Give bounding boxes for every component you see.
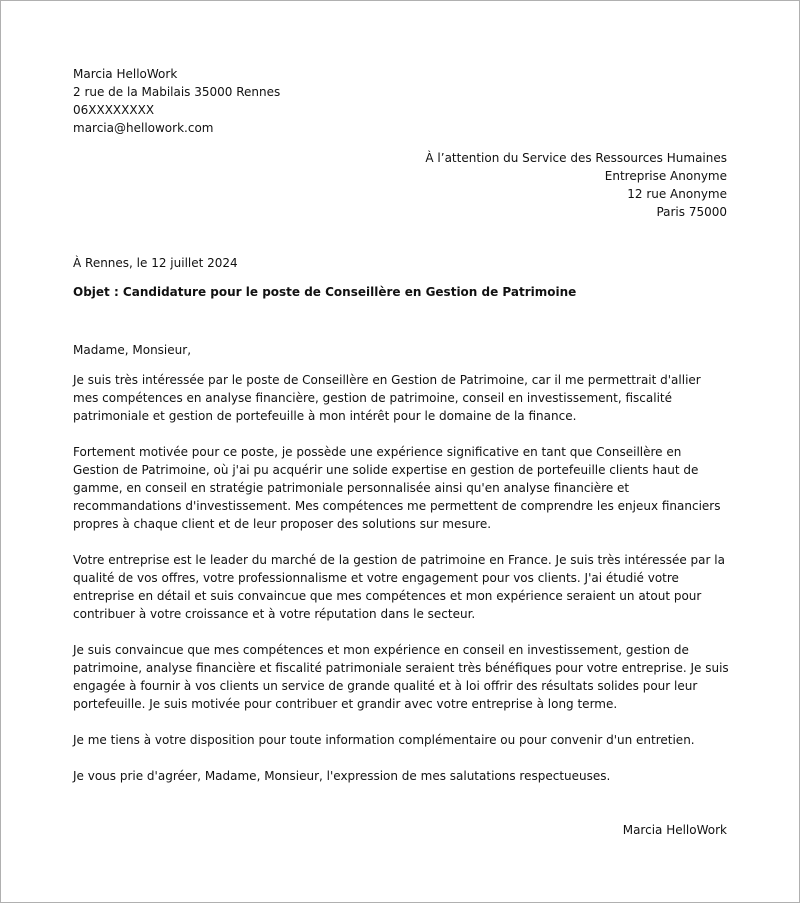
recipient-block: [425, 149, 727, 221]
paragraph-3: Votre entreprise est le leader du marché de la gestion de patrimoine en France. Je suis très intéressée par la qualité de vos offres, votre professionnalisme et votre engagement pour vos clients. J'ai étudié votre entreprise en détail et suis convaincue que mes compétences et mon expérience seraient un atout pour contribuer à votre croissance et à votre réputation dans le secteur.: [73, 553, 725, 621]
recipient-street: 12 rue Anonyme: [627, 187, 727, 201]
sender-phone: 06XXXXXXXX: [73, 103, 155, 117]
recipient-company: Entreprise Anonyme: [604, 169, 727, 183]
recipient-attention: À l’attention du Service des Ressources Humaines: [425, 151, 727, 165]
paragraph-1: Je suis très intéressée par le poste de Conseillère en Gestion de Patrimoine, car il me permettrait d'allier mes compétences en analyse financière, gestion de patrimoine, conseil en investissement, fiscalité patrimoniale et gestion de portefeuille à mon intérêt pour le domaine de la finance.: [73, 373, 701, 423]
paragraph-6: Je vous prie d'agréer, Madame, Monsieur, l'expression de mes salutations respectueuses.: [73, 769, 611, 783]
paragraph-5: Je me tiens à votre disposition pour toute information complémentaire ou pour convenir d'un entretien.: [73, 733, 695, 747]
subject-line: Objet : Candidature pour le poste de Conseillère en Gestion de Patrimoine: [73, 285, 577, 299]
sender-name: Marcia HelloWork: [73, 67, 178, 81]
date-line: À Rennes, le 12 juillet 2024: [73, 256, 238, 270]
signature: Marcia HelloWork: [622, 823, 727, 837]
recipient-city: Paris 75000: [656, 205, 727, 219]
sender-address: 2 rue de la Mabilais 35000 Rennes: [73, 85, 281, 99]
sender-email: marcia@hellowork.com: [73, 121, 214, 135]
paragraph-2: Fortement motivée pour ce poste, je possède une expérience significative en tant que Conseillère en Gestion de Patrimoine, où j'ai pu acquérir une solide expertise en gestion de portefeuille clients haut de gamme, en conseil en stratégie patrimoniale personnalisée ainsi qu'en analyse financière et recommandations d'investissement. Mes compétences me permettent de comprendre les enjeux financiers propres à chaque client et de leur proposer des solutions sur mesure.: [73, 445, 721, 531]
sender-block: [73, 65, 280, 137]
salutation: Madame, Monsieur,: [73, 343, 192, 357]
paragraph-4: Je suis convaincue que mes compétences et mon expérience en conseil en investissement, gestion de patrimoine, analyse financière et fiscalité patrimoniale seraient très bénéfiques pour votre entreprise. Je suis engagée à fournir à vos clients un service de grande qualité et à loi offrir des résultats solides pour leur portefeuille. Je suis motivée pour contribuer et grandir avec votre entreprise à long terme.: [73, 643, 729, 711]
